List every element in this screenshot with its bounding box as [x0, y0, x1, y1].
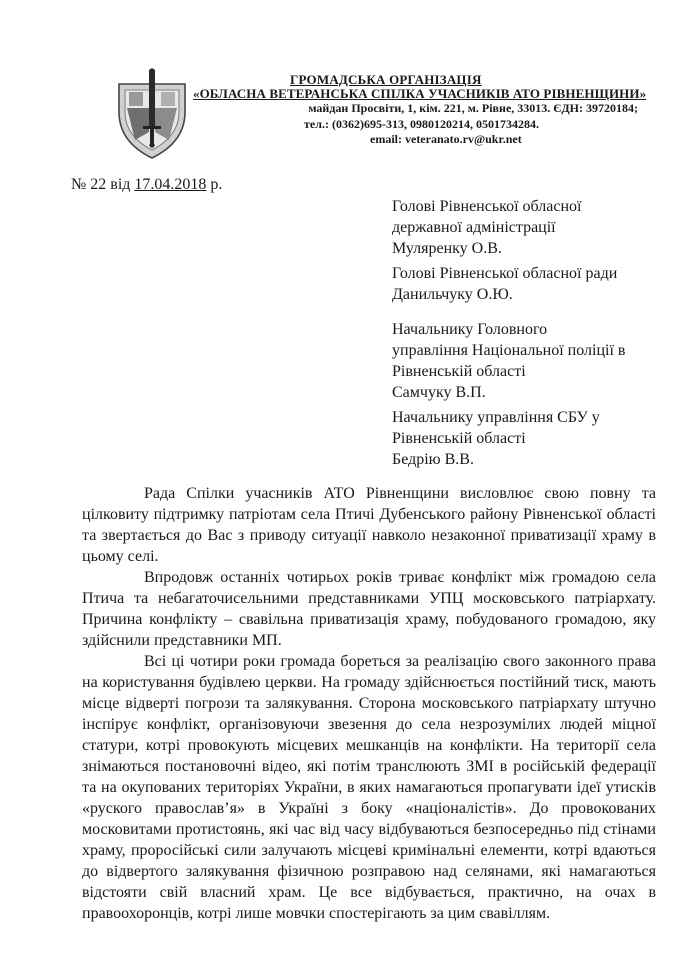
addressee-line: Голові Рівненської обласної ради [392, 265, 618, 282]
addressee-line: Начальнику управління СБУ у [392, 409, 600, 426]
org-full-name: «ОБЛАСНА ВЕТЕРАНСЬКА СПІЛКА УЧАСНИКІВ АТО РІВНЕНЩИНИ» [193, 86, 647, 101]
addressee-line: Рівненській області [392, 363, 526, 380]
body-paragraph-3: Всі ці чотири роки громада бореться за реалізацію свого законного права на користування будівлею церкви. На громаду здійснюється постійний тиск, мають місце відверті погрози та залякування. Сторона московського патріархату штучно інспірує конфлікт, організовуючи звезення до села незрозумілих людей міцної статури, котрі провокують місцевих мешканців на конфлікти. На території села знімаються постановочні відео, які потім транслюють ЗМІ в російській федерації та на окупованих територіях України, в яких намагаються пропагувати ідеї утисків «руского православ’я» в Україні з боку «націоналістів». До провокованих московитами протистоянь, які час від часу відбуваються безпосередньо під стінами храму, проросійські сили залучають місцеві кримінальні елементи, котрі вдаються до відвертого залякування фізичною розправою над селянами, які намагаються відстояти свій власний храм. Це все відбувається, практично, на очах в правоохоронців, котрі лише мовчки спостерігають за цим свавіллям. [82, 653, 656, 922]
addressee-block-1 [392, 196, 581, 259]
addressee-line: Бедрію В.В. [392, 451, 474, 468]
addressee-block-4 [392, 407, 600, 470]
addressee-block-3 [392, 319, 625, 403]
letter-body [82, 483, 656, 924]
addressee-line: Муляренку О.В. [392, 240, 502, 257]
addressee-line: Начальнику Головного [392, 321, 548, 338]
addressee-line: державної адміністрації [392, 219, 556, 236]
addressee-line: Данильчуку О.Ю. [392, 286, 513, 303]
document-date: 17.04.2018 [134, 176, 207, 193]
org-address: майдан Просвіти, 1, кім. 221, м. Рівне, 33013. ЄДН: 39720184; [308, 101, 638, 115]
addressee-line: Рівненській області [392, 430, 526, 447]
addressee-block-2 [392, 263, 617, 305]
org-email: email: veteranato.rv@ukr.net [370, 132, 522, 146]
shield-with-sword-emblem-icon [113, 68, 191, 160]
body-paragraph-2: Впродовж останніх чотирьох років триває конфлікт між громадою села Птича та небагаточисельними представниками УПЦ московського патріархату. Причина конфлікту – свавільна приватизація храму, побудованого громадою, яку здійснили представники МП. [82, 569, 656, 649]
addressee-line: управління Національної поліції в [392, 342, 626, 359]
document-number [71, 176, 222, 194]
body-paragraph-1: Рада Спілки учасників АТО Рівненщини висловлює свою повну та цілковиту підтримку патріотам села Птичі Дубенського району Рівненської області та звертається до Вас з приводу ситуації навколо незаконної приватизації храму в цьому селі. [82, 485, 656, 565]
document-number-prefix: № 22 від [71, 176, 135, 193]
addressee-line: Самчуку В.П. [392, 384, 486, 401]
addressee-line: Голові Рівненської обласної [392, 198, 582, 215]
org-type-title: ГРОМАДСЬКА ОРГАНІЗАЦІЯ [290, 72, 482, 87]
document-date-suffix: р. [206, 176, 223, 193]
org-phones: тел.: (0362)695-313, 0980120214, 0501734284. [304, 117, 539, 131]
